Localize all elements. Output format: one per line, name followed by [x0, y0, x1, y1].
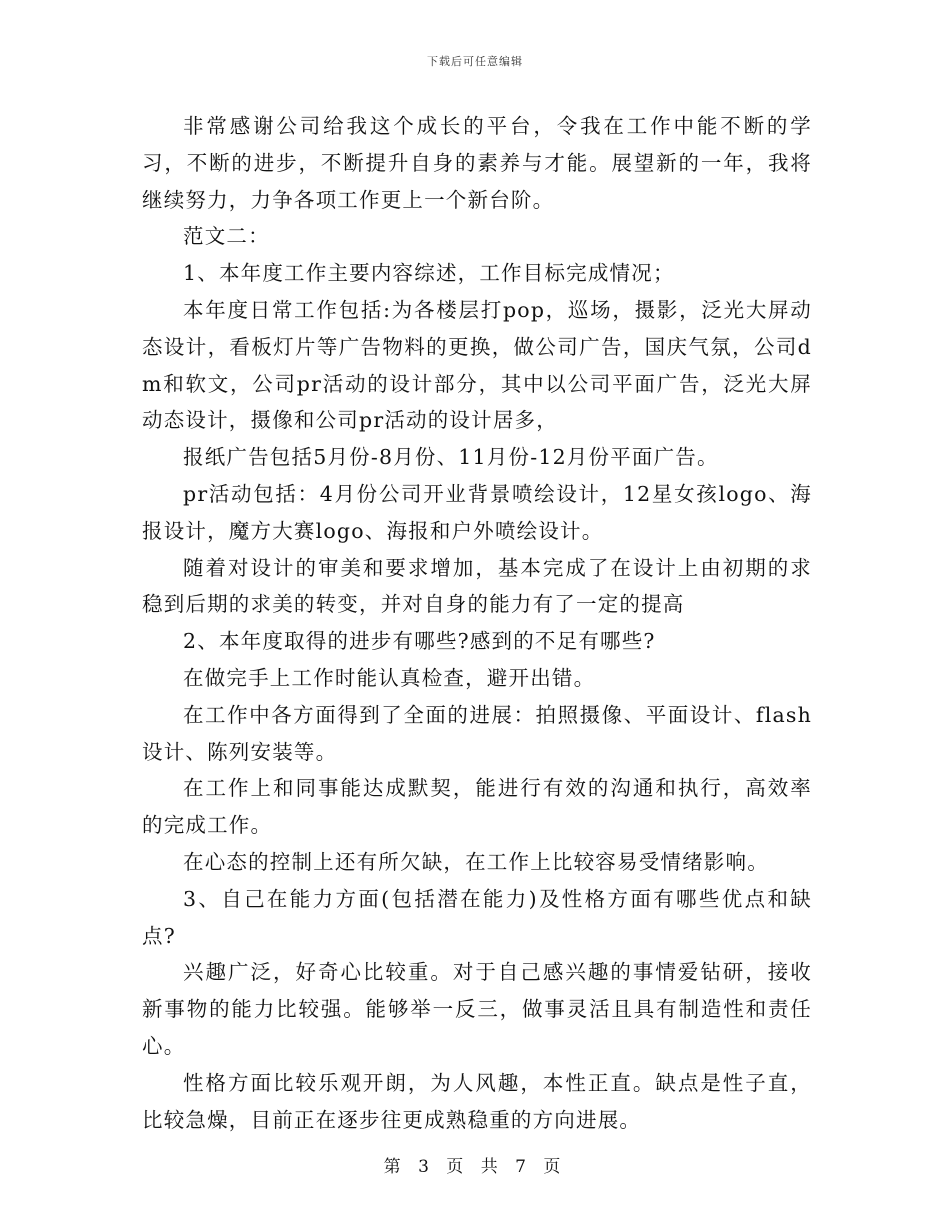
page-header: 下载后可任意编辑	[427, 55, 523, 68]
paragraph: 在工作上和同事能达成默契，能进行有效的沟通和执行，高效率的完成工作。	[142, 776, 812, 838]
paragraph: 性格方面比较乐观开朗，为人风趣，本性正直。缺点是性子直，比较急燥，目前正在逐步往更成熟稳重的方向进展。	[142, 1070, 812, 1132]
paragraph: 在工作中各方面得到了全面的进展：拍照摄像、平面设计、flash设计、陈列安装等。	[142, 702, 812, 764]
document-body	[142, 108, 812, 1138]
paragraph: 报纸广告包括5月份-8月份、11月份-12月份平面广告。	[183, 445, 719, 470]
paragraph: 本年度日常工作包括:为各楼层打pop，巡场，摄影，泛光大屏动态设计，看板灯片等广告物料的更换，做公司广告，国庆气氛，公司dm和软文，公司pr活动的设计部分，其中以公司平面广告，泛光大屏动态设计，摄像和公司pr活动的设计居多，	[142, 297, 812, 433]
paragraph: 非常感谢公司给我这个成长的平台，令我在工作中能不断的学习，不断的进步，不断提升自身的素养与才能。展望新的一年，我将继续努力，力争各项工作更上一个新台阶。	[142, 114, 812, 212]
paragraph: 3、自己在能力方面(包括潜在能力)及性格方面有哪些优点和缺点?	[142, 886, 812, 948]
paragraph: 2、本年度取得的进步有哪些?感到的不足有哪些?	[183, 629, 656, 654]
page-number-footer: 第 3 页 共 7 页	[383, 1157, 567, 1177]
paragraph: pr活动包括：4月份公司开业背景喷绘设计，12星女孩logo、海报设计，魔方大赛logo、海报和户外喷绘设计。	[142, 481, 812, 543]
paragraph: 1、本年度工作主要内容综述，工作目标完成情况；	[183, 261, 675, 286]
paragraph: 在做完手上工作时能认真检查，避开出错。	[183, 665, 596, 690]
paragraph: 兴趣广泛，好奇心比较重。对于自己感兴趣的事情爱钻研，接收新事物的能力比较强。能够举一反三，做事灵活且具有制造性和责任心。	[142, 960, 812, 1058]
paragraph: 范文二：	[183, 224, 270, 249]
paragraph: 在心态的控制上还有所欠缺，在工作上比较容易受情绪影响。	[183, 849, 769, 874]
paragraph: 随着对设计的审美和要求增加，基本完成了在设计上由初期的求稳到后期的求美的转变，并对自身的能力有了一定的提高	[142, 555, 812, 617]
